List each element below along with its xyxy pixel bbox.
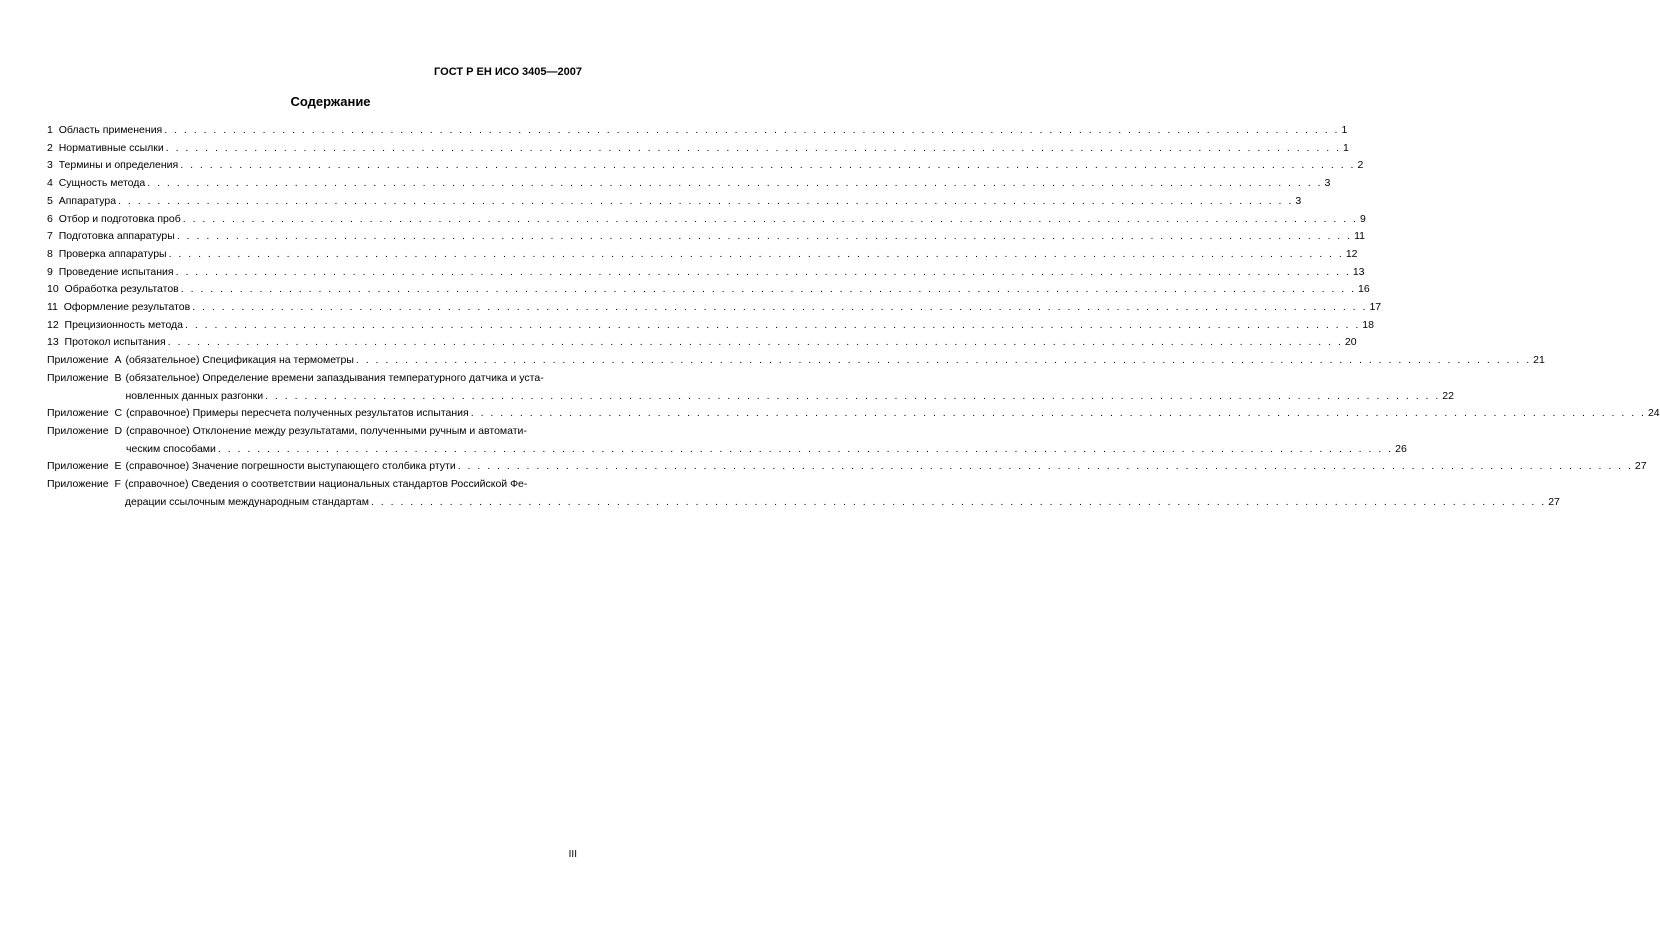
toc-entry-section-5[interactable] [47,193,1302,211]
dot-leader: . . . . . . . . . . . . . . . . . . . . . . . . . . . . . . . . . . . . . . . . . . . . . . . . . . . . . . . . . . . . . . . . . . . . . . . . . . . . . . . . . . . . . . . . . . . . . . . . . . . . . . . . . . . . . . . . . . . . . . . . [118,194,1294,207]
toc-entry-page: 24 [1647,407,1660,420]
toc-entry-label: 6 Отбор и подготовка проб [47,212,181,225]
toc-entry-section-6[interactable] [47,211,1366,229]
toc-entry-section-10[interactable] [47,281,1370,299]
toc-entry-page: 2 [1357,159,1364,172]
toc-entry-section-7[interactable] [47,228,1365,246]
appendix-title-line: (справочное) Сведения о соответствии национальных стандартов Российской Фе- [124,478,528,491]
dot-leader: . . . . . . . . . . . . . . . . . . . . . . . . . . . . . . . . . . . . . . . . . . . . . . . . . . . . . . . . . . . . . . . . . . . . . . . . . . . . . . . . . . . . . . . . . . . . . . . . . . . . . . . . . . . . . . . . . . . . . . . . [176,230,1353,243]
dot-leader: . . . . . . . . . . . . . . . . . . . . . . . . . . . . . . . . . . . . . . . . . . . . . . . . . . . . . . . . . . . . . . . . . . . . . . . . . . . . . . . . . . . . . . . . . . . . . . . . . . . . . . . . . . . . . . . . . . . . . . . . [355,354,1532,367]
toc-entry-section-4[interactable] [47,175,1331,193]
toc-entry-section-11[interactable] [47,299,1382,317]
toc-entry-appendix-c[interactable] [47,405,1660,423]
toc-entry-label: 7 Подготовка аппаратуры [47,230,175,243]
appendix-title-line: (обязательное) Определение времени запаздывания температурного датчика и уста- [125,371,544,384]
toc-entry-page: 27 [1548,495,1560,508]
dot-leader: . . . . . . . . . . . . . . . . . . . . . . . . . . . . . . . . . . . . . . . . . . . . . . . . . . . . . . . . . . . . . . . . . . . . . . . . . . . . . . . . . . . . . . . . . . . . . . . . . . . . . . . . . . . . . . . . . . . . . . . . [470,407,1646,420]
toc-entry-page: 16 [1358,283,1370,296]
appendix-title-line: (справочное) Отклонение между результатами, полученными ручным и автомати- [126,424,527,437]
dot-leader: . . . . . . . . . . . . . . . . . . . . . . . . . . . . . . . . . . . . . . . . . . . . . . . . . . . . . . . . . . . . . . . . . . . . . . . . . . . . . . . . . . . . . . . . . . . . . . . . . . . . . . . . . . . . . . . . . . . . . . . . [182,212,1358,225]
dot-leader: . . . . . . . . . . . . . . . . . . . . . . . . . . . . . . . . . . . . . . . . . . . . . . . . . . . . . . . . . . . . . . . . . . . . . . . . . . . . . . . . . . . . . . . . . . . . . . . . . . . . . . . . . . . . . . . . . . . . . . . . [167,336,1343,349]
dot-leader: . . . . . . . . . . . . . . . . . . . . . . . . . . . . . . . . . . . . . . . . . . . . . . . . . . . . . . . . . . . . . . . . . . . . . . . . . . . . . . . . . . . . . . . . . . . . . . . . . . . . . . . . . . . . . . . . . . . . . . . . [457,460,1633,473]
toc-entry-page: 13 [1352,265,1365,278]
dot-leader: . . . . . . . . . . . . . . . . . . . . . . . . . . . . . . . . . . . . . . . . . . . . . . . . . . . . . . . . . . . . . . . . . . . . . . . . . . . . . . . . . . . . . . . . . . . . . . . . . . . . . . . . . . . . . . . . . . . . . . . . [147,177,1323,190]
toc-entry-page: 3 [1324,177,1331,190]
toc-entry-page: 17 [1369,301,1382,314]
toc-entry-page: 21 [1533,354,1545,367]
toc-entry-appendix-f[interactable] [47,476,1560,511]
appendix-title-line: (справочное) Значение погрешности выступающего столбика ртути [125,460,456,473]
toc-entry-label: 13 Протокол испытания [47,336,166,349]
toc-entry-label: 4 Сущность метода [47,177,146,190]
dot-leader: . . . . . . . . . . . . . . . . . . . . . . . . . . . . . . . . . . . . . . . . . . . . . . . . . . . . . . . . . . . . . . . . . . . . . . . . . . . . . . . . . . . . . . . . . . . . . . . . . . . . . . . . . . . . . . . . . . . . . . . . [192,301,1368,314]
appendix-title-line: новленных данных разгонки [125,389,264,402]
appendix-label: Приложение E [47,460,122,473]
toc-entry-appendix-e[interactable] [47,458,1647,476]
page-title: Содержание [290,94,371,109]
appendix-title-line: ческим способами [126,442,216,455]
toc-entry-label: 10 Обработка результатов [47,283,179,296]
toc-entry-page: 27 [1634,460,1647,473]
toc-entry-label: 11 Оформление результатов [47,301,191,314]
toc-entry-section-9[interactable] [47,264,1365,282]
toc-entry-page: 9 [1360,212,1366,225]
appendix-label: Приложение B [47,371,122,384]
toc-entry-page: 22 [1442,389,1454,402]
appendix-label: Приложение F [47,478,121,491]
table-of-contents [47,122,1660,511]
toc-entry-page: 12 [1345,247,1358,260]
toc-entry-section-2[interactable] [47,140,1349,158]
appendix-title-line: (справочное) Примеры пересчета полученных результатов испытания [126,407,469,420]
toc-entry-page: 20 [1344,336,1357,349]
toc-entry-appendix-d[interactable] [47,423,1407,458]
dot-leader: . . . . . . . . . . . . . . . . . . . . . . . . . . . . . . . . . . . . . . . . . . . . . . . . . . . . . . . . . . . . . . . . . . . . . . . . . . . . . . . . . . . . . . . . . . . . . . . . . . . . . . . . . . . . . . . . . . . . . . . . [164,124,1340,136]
appendix-title-line: (обязательное) Спецификация на термометры [125,354,354,367]
toc-entry-label: 12 Прецизионность метода [47,318,184,331]
toc-entry-appendix-a[interactable] [47,352,1545,370]
dot-leader: . . . . . . . . . . . . . . . . . . . . . . . . . . . . . . . . . . . . . . . . . . . . . . . . . . . . . . . . . . . . . . . . . . . . . . . . . . . . . . . . . . . . . . . . . . . . . . . . . . . . . . . . . . . . . . . . . . . . . . . . [180,283,1356,296]
toc-entry-label: 1 Область применения [47,124,163,136]
appendix-label: Приложение D [47,424,123,437]
toc-entry-page: 1 [1341,124,1348,136]
dot-leader: . . . . . . . . . . . . . . . . . . . . . . . . . . . . . . . . . . . . . . . . . . . . . . . . . . . . . . . . . . . . . . . . . . . . . . . . . . . . . . . . . . . . . . . . . . . . . . . . . . . . . . . . . . . . . . . . . . . . . . . . [175,265,1351,278]
toc-entry-section-8[interactable] [47,246,1358,264]
toc-entry-label: 5 Аппаратура [47,194,117,207]
toc-entry-label: 2 Нормативные ссылки [47,141,164,154]
toc-entry-label: 3 Термины и определения [47,159,179,172]
document-code: ГОСТ Р ЕН ИСО 3405—2007 [434,66,582,78]
toc-entry-label: 8 Проверка аппаратуры [47,247,167,260]
dot-leader: . . . . . . . . . . . . . . . . . . . . . . . . . . . . . . . . . . . . . . . . . . . . . . . . . . . . . . . . . . . . . . . . . . . . . . . . . . . . . . . . . . . . . . . . . . . . . . . . . . . . . . . . . . . . . . . . . . . . . . . . [370,495,1547,508]
toc-entry-section-12[interactable] [47,317,1374,335]
dot-leader: . . . . . . . . . . . . . . . . . . . . . . . . . . . . . . . . . . . . . . . . . . . . . . . . . . . . . . . . . . . . . . . . . . . . . . . . . . . . . . . . . . . . . . . . . . . . . . . . . . . . . . . . . . . . . . . . . . . . . . . . [265,389,1441,402]
appendix-label: Приложение C [47,407,123,420]
toc-entry-section-3[interactable] [47,157,1364,175]
appendix-title-line: дерации ссылочным международным стандартам [124,495,369,508]
toc-entry-page: 11 [1354,230,1365,243]
dot-leader: . . . . . . . . . . . . . . . . . . . . . . . . . . . . . . . . . . . . . . . . . . . . . . . . . . . . . . . . . . . . . . . . . . . . . . . . . . . . . . . . . . . . . . . . . . . . . . . . . . . . . . . . . . . . . . . . . . . . . . . . [217,442,1394,455]
toc-entry-label: 9 Проведение испытания [47,265,174,278]
toc-entry-section-1[interactable] [47,122,1348,140]
toc-entry-appendix-b[interactable] [47,370,1454,405]
appendix-label: Приложение A [47,354,122,367]
toc-entry-page: 1 [1343,141,1349,154]
toc-entry-page: 18 [1362,318,1374,331]
page-number: III [568,849,577,860]
dot-leader: . . . . . . . . . . . . . . . . . . . . . . . . . . . . . . . . . . . . . . . . . . . . . . . . . . . . . . . . . . . . . . . . . . . . . . . . . . . . . . . . . . . . . . . . . . . . . . . . . . . . . . . . . . . . . . . . . . . . . . . . [185,318,1361,331]
dot-leader: . . . . . . . . . . . . . . . . . . . . . . . . . . . . . . . . . . . . . . . . . . . . . . . . . . . . . . . . . . . . . . . . . . . . . . . . . . . . . . . . . . . . . . . . . . . . . . . . . . . . . . . . . . . . . . . . . . . . . . . . [165,141,1341,154]
toc-entry-page: 3 [1295,194,1302,207]
dot-leader: . . . . . . . . . . . . . . . . . . . . . . . . . . . . . . . . . . . . . . . . . . . . . . . . . . . . . . . . . . . . . . . . . . . . . . . . . . . . . . . . . . . . . . . . . . . . . . . . . . . . . . . . . . . . . . . . . . . . . . . . [180,159,1356,172]
toc-entry-page: 26 [1395,442,1407,455]
dot-leader: . . . . . . . . . . . . . . . . . . . . . . . . . . . . . . . . . . . . . . . . . . . . . . . . . . . . . . . . . . . . . . . . . . . . . . . . . . . . . . . . . . . . . . . . . . . . . . . . . . . . . . . . . . . . . . . . . . . . . . . . [168,247,1344,260]
toc-entry-section-13[interactable] [47,334,1357,352]
